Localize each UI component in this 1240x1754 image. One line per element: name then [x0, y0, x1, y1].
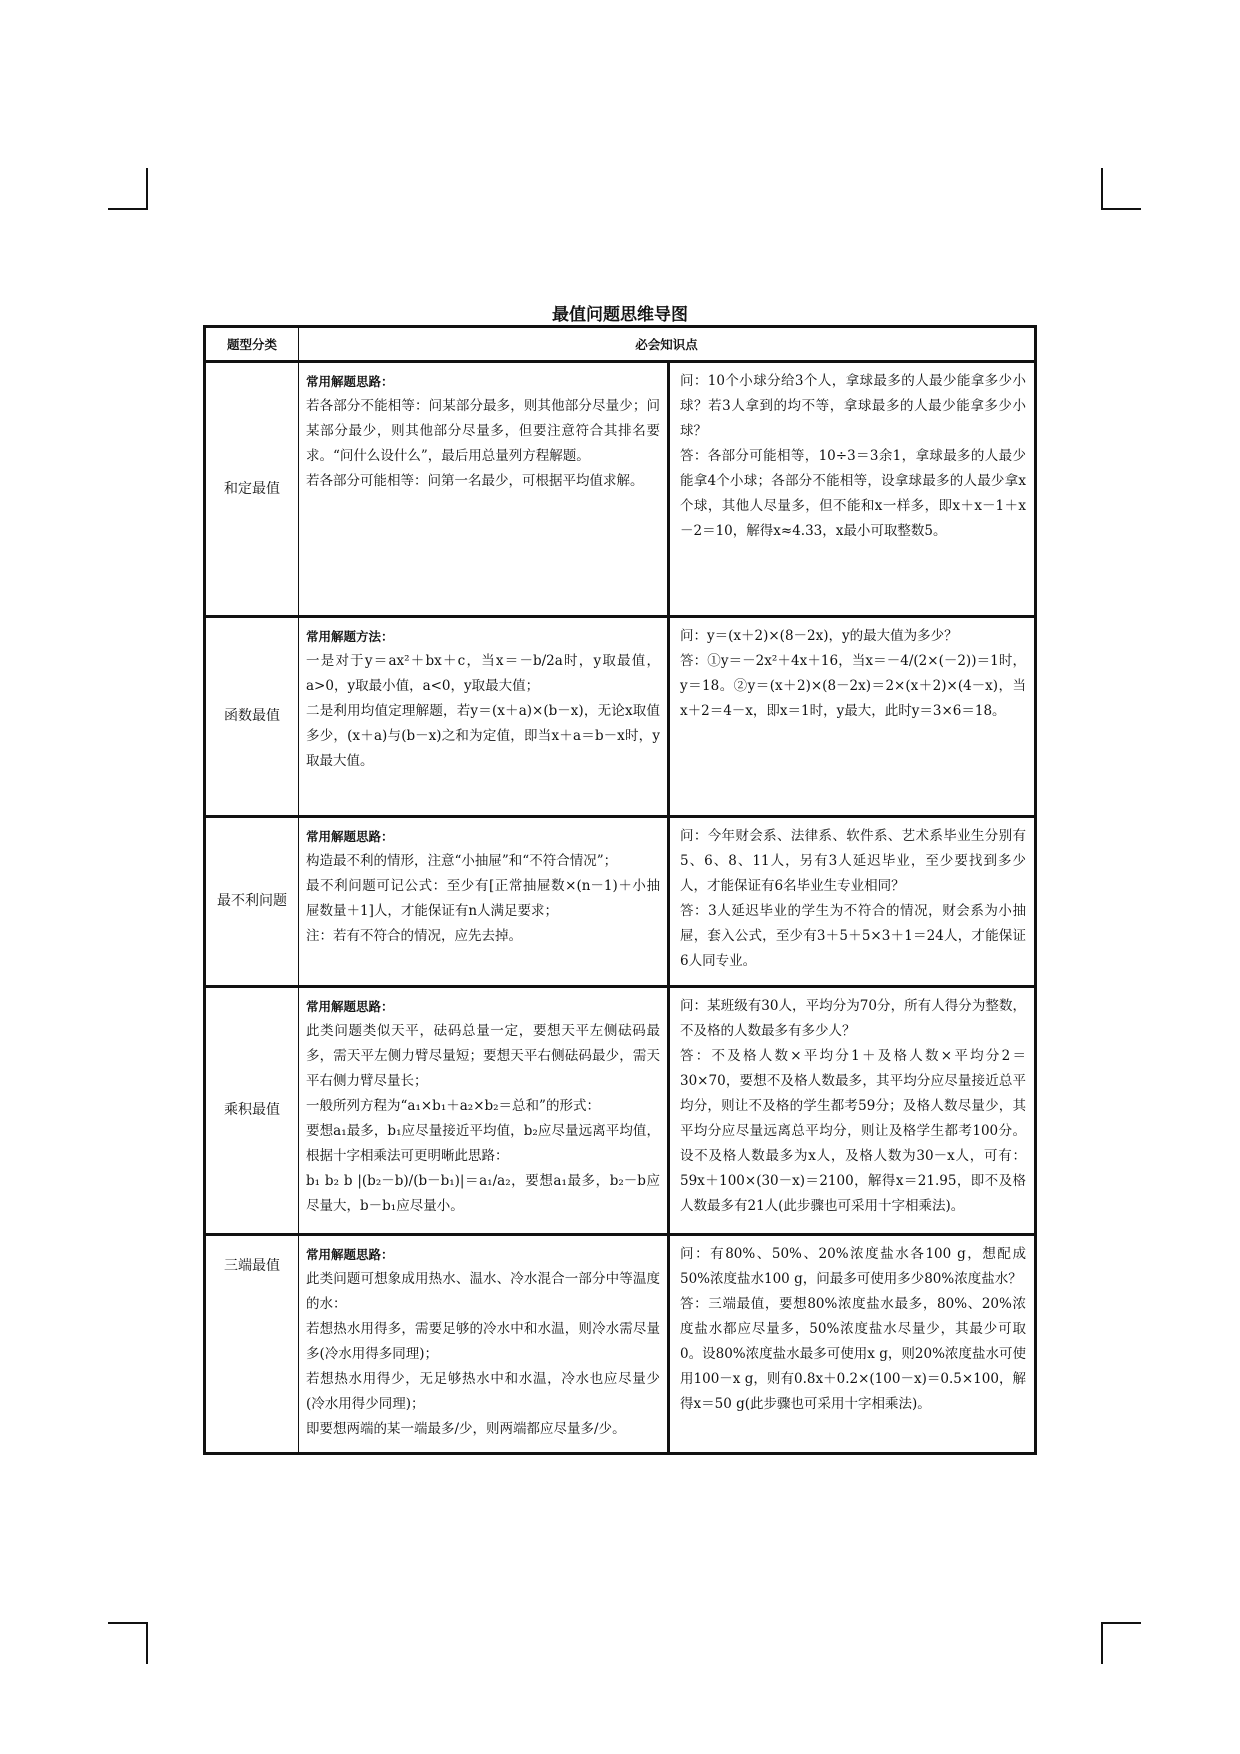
method-heading: 常用解题思路： — [306, 999, 394, 1014]
example-question: 问：y＝(x＋2)×(8－2x)，y的最大值为多少？ — [680, 628, 958, 644]
method-paragraph: 最不利问题可记公式：至少有[正常抽屉数×(n－1)＋小抽屉数量＋1]人，才能保证有n人满足要求； — [306, 878, 660, 919]
method-heading: 常用解题思路： — [306, 374, 394, 389]
table-row — [205, 987, 1036, 1235]
example-question: 问：某班级有30人，平均分为70分，所有人得分为整数，不及格的人数最多有多少人？ — [680, 998, 1026, 1039]
header-knowledge: 必会知识点 — [299, 327, 1036, 362]
table-row — [205, 362, 1036, 617]
example-answer: 答：3人延迟毕业的学生为不符合的情况，财会系为小抽屉，套入公式，至少有3＋5＋5×3＋1＝24人，才能保证6人同专业。 — [680, 903, 1026, 969]
method-paragraph: 若各部分不能相等：问某部分最多，则其他部分尽量少；问某部分最少，则其他部分尽量多，但要注意符合其排名要求。“问什么设什么”，最后用总量列方程解题。 — [306, 398, 660, 464]
method-paragraph: 此类问题类似天平，砝码总量一定，要想天平左侧砝码最多，需天平左侧力臂尽量短；要想天平右侧砝码最少，需天平右侧力臂尽量长； — [306, 1023, 660, 1089]
knowledge-cell — [299, 817, 669, 987]
example-cell — [669, 987, 1036, 1235]
method-heading: 常用解题方法： — [306, 629, 394, 644]
crop-mark-bottom-left-h — [108, 1622, 148, 1624]
method-paragraph: 要想a₁最多，b₁应尽量接近平均值，b₂应尽量远离平均值，根据十字相乘法可更明晰此思路： — [306, 1123, 660, 1164]
crop-mark-top-left-v — [146, 168, 148, 210]
method-paragraph: b₁ b₂ b |(b₂－b)/(b－b₁)|＝a₁/a₂，要想a₁最多，b₂－b应尽量大，b－b₁应尽量小。 — [306, 1173, 660, 1214]
method-paragraph: 此类问题可想象成用热水、温水、冷水混合一部分中等温度的水： — [306, 1271, 660, 1312]
example-question: 问：今年财会系、法律系、软件系、艺术系毕业生分别有5、6、8、11人，另有3人延迟毕业，至少要找到多少人，才能保证有6名毕业生专业相同？ — [680, 828, 1026, 894]
example-question: 问：有80%、50%、20%浓度盐水各100 g，想配成50%浓度盐水100 g，问最多可使用多少80%浓度盐水？ — [680, 1246, 1026, 1287]
method-paragraph: 二是利用均值定理解题，若y＝(x＋a)×(b－x)，无论x取值多少，(x＋a)与(b－x)之和为定值，即当x＋a＝b－x时，y取最大值。 — [306, 703, 660, 769]
method-paragraph: 即要想两端的某一端最多/少，则两端都应尽量多/少。 — [306, 1421, 626, 1437]
category-cell: 最不利问题 — [205, 817, 299, 987]
category-cell: 函数最值 — [205, 617, 299, 817]
method-paragraph: 若各部分可能相等：问第一名最少，可根据平均值求解。 — [306, 473, 644, 489]
crop-mark-top-right-h — [1101, 208, 1141, 210]
knowledge-cell — [299, 362, 669, 617]
page-title: 最值问题思维导图 — [552, 305, 688, 325]
method-paragraph: 注：若有不符合的情况，应先去掉。 — [306, 928, 522, 944]
method-heading: 常用解题思路： — [306, 1247, 394, 1262]
method-paragraph: 若想热水用得多，需要足够的冷水中和水温，则冷水需尽量多(冷水用得多同理)； — [306, 1321, 660, 1362]
example-answer: 答：①y＝－2x²＋4x＋16，当x＝－4/(2×(－2))＝1时，y＝18。②y＝(x＋2)×(8－2x)＝2×(x＋2)×(4－x)，当x＋2＝4－x，即x＝1时，y最大，此时y＝3×6＝18。 — [680, 653, 1026, 719]
example-answer: 答：不及格人数×平均分1＋及格人数×平均分2＝30×70，要想不及格人数最多，其平均分应尽量接近总平均分，则让不及格的学生都考59分；及格人数尽量少，其平均分应尽量远离总平均分，则让及格学生都考100分。设不及格人数最多为x人，及格人数为30－x人，可有：59x＋100×(30－x)＝2100，解得x＝21.95，即不及格人数最多有21人(此步骤也可采用十字相乘法)。 — [680, 1048, 1026, 1214]
table-row — [205, 617, 1036, 817]
example-cell — [669, 617, 1036, 817]
knowledge-cell — [299, 1235, 669, 1454]
knowledge-cell — [299, 987, 669, 1235]
example-answer: 答：三端最值，要想80%浓度盐水最多，80%、20%浓度盐水都应尽量多，50%浓度盐水尽量少，其最少可取0。设80%浓度盐水最多可使用x g，则20%浓度盐水可使用100－x g，则有0.8x＋0.2×(100－x)＝0.5×100，解得x＝50 g(此步骤也可采用十字相乘法)。 — [680, 1296, 1026, 1412]
method-paragraph: 一是对于y＝ax²＋bx＋c，当x＝－b/2a时，y取最值，a>0，y取最小值，a<0，y取最大值； — [306, 653, 660, 694]
category-cell: 乘积最值 — [205, 987, 299, 1235]
crop-mark-bottom-left-v — [146, 1622, 148, 1664]
crop-mark-bottom-right-v — [1101, 1622, 1103, 1664]
example-answer: 答：各部分可能相等，10÷3＝3余1，拿球最多的人最少能拿4个小球；各部分不能相等，设拿球最多的人最少拿x个球，其他人尽量多，但不能和x一样多，即x＋x－1＋x－2＝10，解得x≈4.33，x最小可取整数5。 — [680, 448, 1026, 539]
table-row — [205, 1235, 1036, 1454]
method-paragraph: 一般所列方程为“a₁×b₁＋a₂×b₂＝总和”的形式： — [306, 1098, 600, 1114]
crop-mark-bottom-right-h — [1101, 1622, 1141, 1624]
category-cell: 三端最值 — [205, 1235, 299, 1454]
example-cell — [669, 362, 1036, 617]
method-paragraph: 构造最不利的情形，注意“小抽屉”和“不符合情况”； — [306, 853, 618, 869]
crop-mark-top-left-h — [108, 208, 148, 210]
header-category: 题型分类 — [205, 327, 299, 362]
example-cell — [669, 1235, 1036, 1454]
crop-mark-top-right-v — [1101, 168, 1103, 210]
method-paragraph: 若想热水用得少，无足够热水中和水温，冷水也应尽量少(冷水用得少同理)； — [306, 1371, 660, 1412]
example-cell — [669, 817, 1036, 987]
example-question: 问：10个小球分给3个人，拿球最多的人最少能拿多少小球？若3人拿到的均不等，拿球最多的人最少能拿多少小球？ — [680, 373, 1026, 439]
mind-map-table — [203, 325, 1037, 1455]
category-cell: 和定最值 — [205, 362, 299, 617]
knowledge-cell — [299, 617, 669, 817]
table-row — [205, 817, 1036, 987]
method-heading: 常用解题思路： — [306, 829, 394, 844]
